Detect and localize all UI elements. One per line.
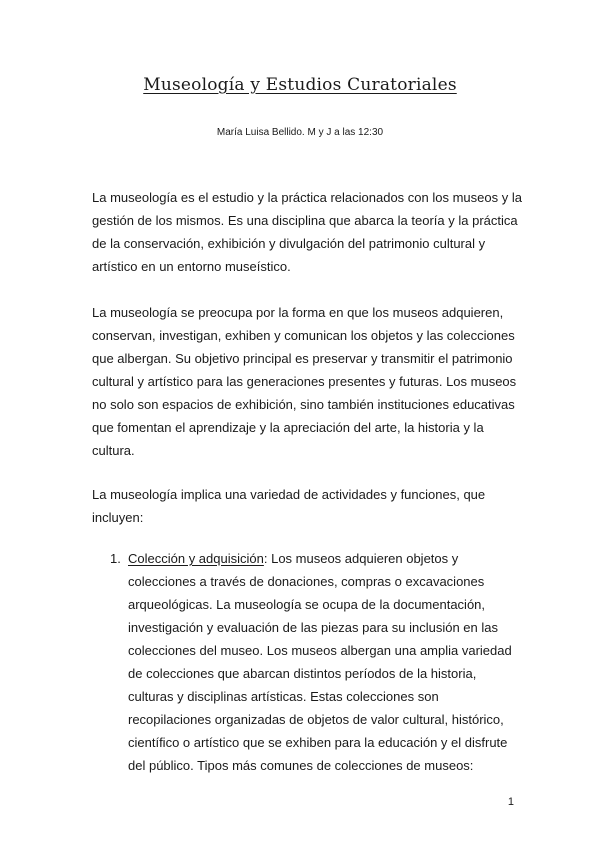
document-title: Museología y Estudios Curatoriales	[143, 75, 457, 95]
list-item-term: Colección y adquisición	[128, 551, 264, 566]
paragraph-purpose: La museología se preocupa por la forma en que los museos adquieren, conservan, investigan, exhiben y comunican los objetos y las colecciones que albergan. Su objetivo principal es preservar y transmitir el patrimonio cultural y artístico para las generaciones presentes y futuras. Los museos no solo son espacios de exhibición, sino también instituciones educativas que fomentan el aprendizaje y la apreciación del arte, la historia y la cultura.	[92, 305, 517, 458]
list-item-text: : Los museos adquieren objetos y colecciones a través de donaciones, compras o excavaciones arqueológicas. La museología se ocupa de la documentación, investigación y evaluación de las piezas para su inclusión en las colecciones del museo. Los museos albergan una amplia variedad de colecciones que abarcan distintos períodos de la historia, culturas y disciplinas artísticas. Estas colecciones son recopilaciones organizadas de objetos de valor cultural, histórico, científico o artístico que se exhiben para la educación y el disfrute del público. Tipos más comunes de colecciones de museos:	[128, 551, 512, 773]
author-byline: María Luisa Bellido. M y J a las 12:30	[216, 127, 384, 138]
activities-list	[110, 547, 522, 777]
page-number: 1	[507, 796, 514, 808]
paragraph-activities: La museología implica una variedad de actividades y funciones, que incluyen:	[92, 487, 486, 525]
list-item-number: 1.	[110, 551, 121, 566]
list-item	[110, 547, 522, 777]
paragraph-intro: La museología es el estudio y la práctica relacionados con los museos y la gestión de los mismos. Es una disciplina que abarca la teoría y la práctica de la conservación, exhibición y divulgación del patrimonio cultural y artístico en un entorno museístico.	[92, 190, 522, 274]
